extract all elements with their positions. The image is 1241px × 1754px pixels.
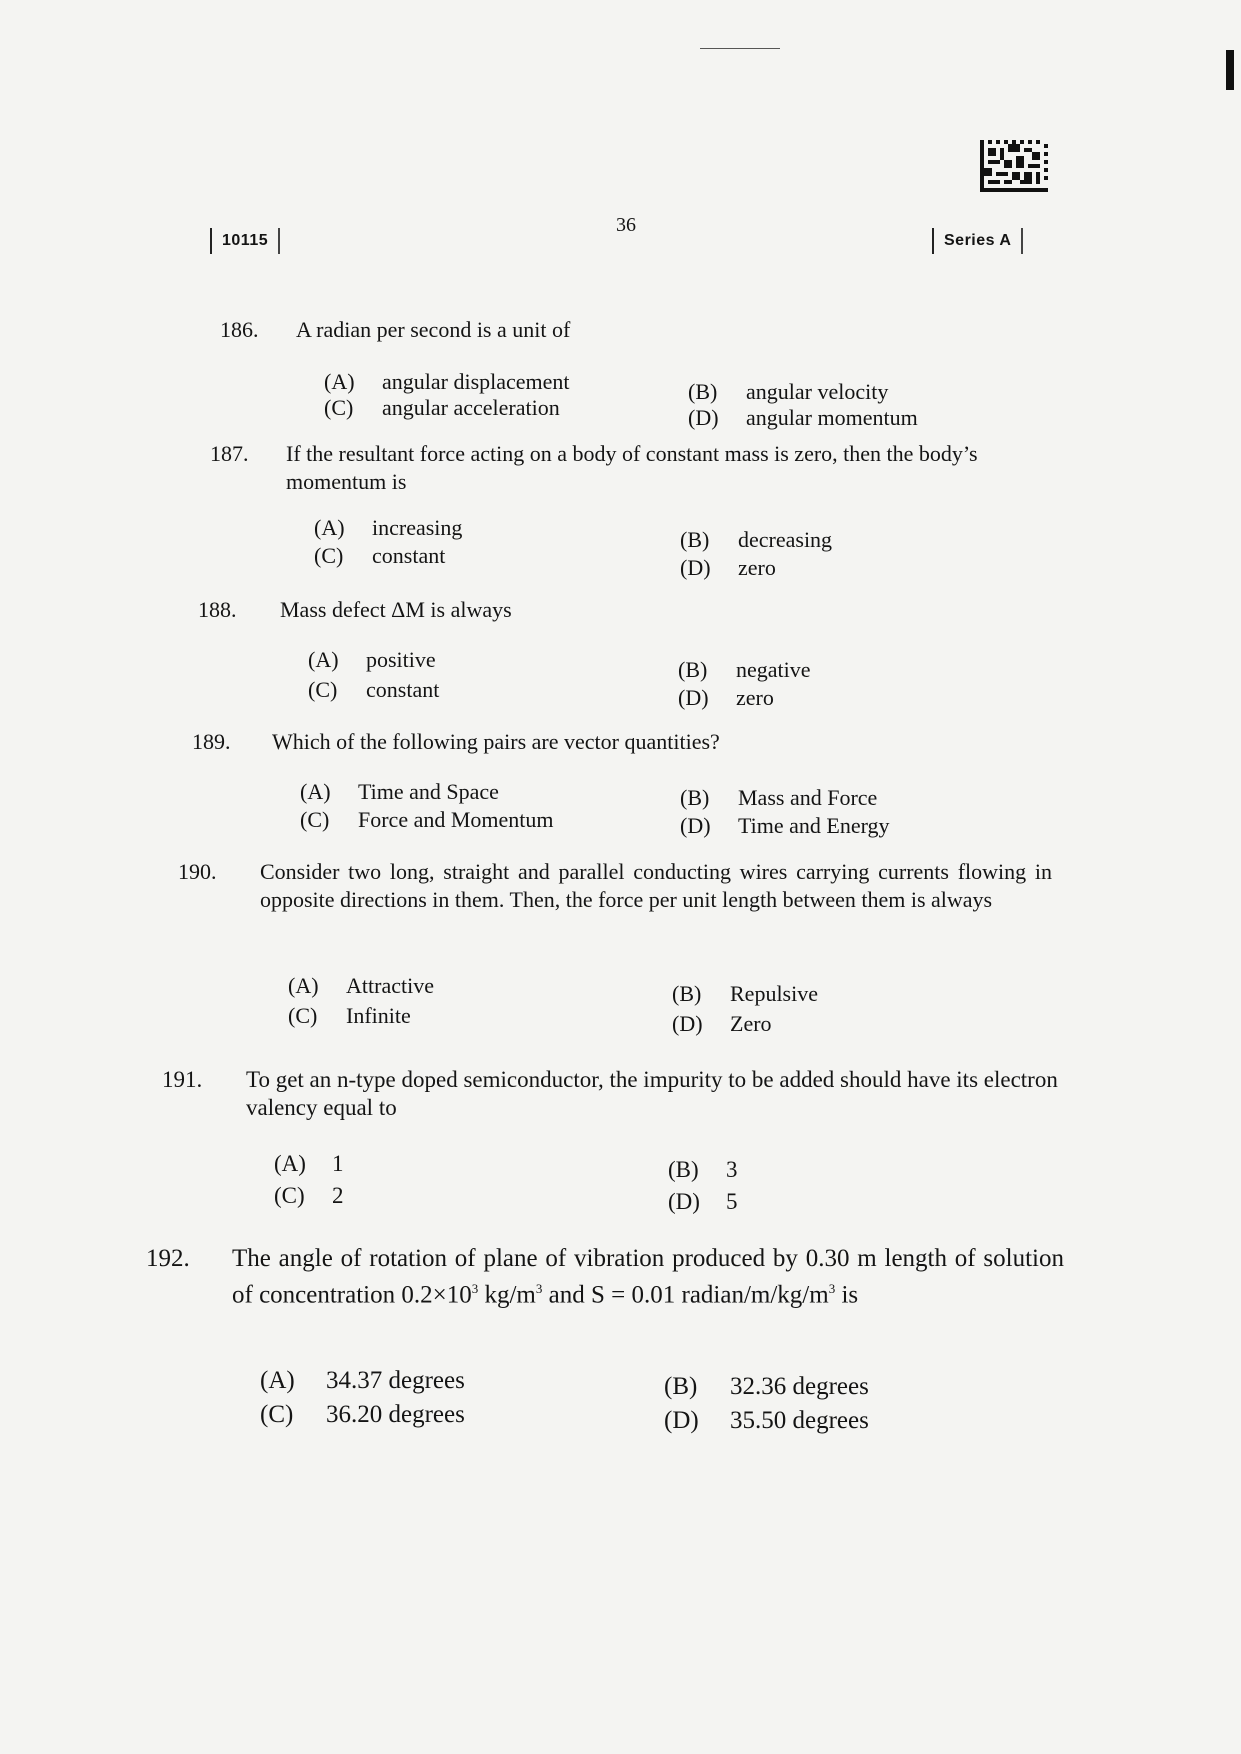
option-label: (B) — [678, 657, 708, 682]
question-number: 191. — [162, 1067, 203, 1092]
option-label: (D) — [680, 813, 711, 838]
option-d — [672, 1010, 772, 1038]
option-text: zero — [736, 685, 774, 710]
option-text: Attractive — [346, 973, 434, 998]
exponent: 3 — [535, 1281, 543, 1296]
option-label: (B) — [680, 527, 710, 552]
option-label: (B) — [688, 379, 718, 404]
question-text — [232, 1244, 1064, 1310]
option-b — [664, 1372, 869, 1402]
option-b — [680, 526, 832, 554]
option-text: Time and Space — [358, 779, 499, 804]
question-text: If the resultant force acting on a body of constant mass is zero, then the body’s momentum is — [286, 441, 978, 494]
paper-code: 10115 — [210, 228, 280, 254]
question-text-part: and S = 0.01 radian/m/kg/m — [542, 1281, 829, 1309]
option-text: 5 — [726, 1189, 738, 1214]
option-text: 34.37 degrees — [326, 1367, 465, 1394]
option-text: angular displacement — [382, 369, 570, 394]
question-text-part: kg/m — [478, 1281, 536, 1309]
option-c — [324, 394, 560, 422]
option-d — [668, 1188, 738, 1216]
question-number: 186. — [220, 317, 259, 342]
exponent: 3 — [471, 1281, 479, 1296]
option-text: 1 — [332, 1151, 344, 1176]
option-label: (C) — [324, 395, 354, 420]
option-text: angular velocity — [746, 379, 889, 404]
option-a — [300, 778, 499, 806]
option-a — [288, 972, 434, 1000]
question-number: 187. — [210, 441, 249, 466]
option-text: 35.50 degrees — [730, 1407, 869, 1434]
option-c — [300, 806, 554, 834]
option-text: increasing — [372, 515, 463, 540]
option-c — [260, 1400, 465, 1430]
option-text: positive — [366, 647, 436, 672]
option-label: (A) — [288, 973, 319, 998]
option-label: (C) — [274, 1183, 305, 1208]
option-c — [274, 1182, 344, 1210]
datamatrix-code — [980, 140, 1048, 192]
option-text: angular acceleration — [382, 395, 560, 420]
option-b — [668, 1156, 738, 1184]
option-label: (B) — [672, 981, 702, 1006]
option-b — [672, 980, 818, 1008]
scan-artifact-line — [700, 48, 780, 49]
option-a — [324, 368, 570, 396]
option-label: (D) — [664, 1407, 699, 1434]
option-label: (A) — [300, 779, 331, 804]
option-d — [664, 1406, 869, 1436]
option-label: (D) — [668, 1189, 700, 1214]
question-text-part: The angle of rotation of plane of vibration produced by 0.30 m length of solution of concentration 0.2×10 — [232, 1245, 1064, 1309]
option-label: (A) — [260, 1367, 295, 1394]
option-text: Mass and Force — [738, 785, 878, 810]
option-label: (B) — [680, 785, 710, 810]
option-b — [678, 656, 811, 684]
option-label: (D) — [680, 555, 711, 580]
option-text: Zero — [730, 1011, 772, 1036]
option-text: Force and Momentum — [358, 807, 554, 832]
option-c — [314, 542, 445, 570]
option-label: (C) — [300, 807, 330, 832]
option-label: (A) — [314, 515, 345, 540]
option-a — [274, 1150, 344, 1178]
question-number: 189. — [192, 729, 231, 754]
option-text: constant — [372, 543, 446, 568]
option-label: (D) — [672, 1011, 703, 1036]
option-text: 32.36 degrees — [730, 1373, 869, 1400]
question-text: Mass defect ΔM is always — [280, 597, 512, 622]
page-number: 36 — [616, 214, 636, 236]
option-label: (C) — [260, 1401, 294, 1428]
exponent: 3 — [828, 1281, 836, 1296]
option-c — [288, 1002, 411, 1030]
option-label: (D) — [688, 405, 719, 430]
option-label: (A) — [324, 369, 355, 394]
option-label: (A) — [308, 647, 339, 672]
option-label: (B) — [668, 1157, 699, 1182]
option-text: negative — [736, 657, 811, 682]
scan-corner-mark — [1226, 50, 1234, 90]
option-b — [680, 784, 877, 812]
option-a — [314, 514, 462, 542]
option-text: decreasing — [738, 527, 833, 552]
option-label: (B) — [664, 1373, 698, 1400]
question-text: Which of the following pairs are vector quantities? — [272, 729, 720, 754]
option-label: (D) — [678, 685, 709, 710]
option-label: (A) — [274, 1151, 306, 1176]
option-text: 3 — [726, 1157, 738, 1182]
datamatrix-graphic — [980, 140, 1048, 192]
option-text: constant — [366, 677, 440, 702]
option-text: angular momentum — [746, 405, 918, 430]
series-label: Series A — [932, 228, 1023, 254]
question-text: To get an n-type doped semiconductor, the impurity to be added should have its electron valency equal to — [246, 1067, 1058, 1120]
question-text-part: is — [835, 1281, 859, 1309]
option-label: (C) — [308, 677, 338, 702]
question-text: A radian per second is a unit of — [296, 317, 571, 342]
option-text: 2 — [332, 1183, 344, 1208]
option-text: 36.20 degrees — [326, 1401, 465, 1428]
question-number: 190. — [178, 859, 217, 884]
option-c — [308, 676, 439, 704]
option-d — [680, 554, 776, 582]
option-b — [688, 378, 888, 406]
question-number: 188. — [198, 597, 237, 622]
option-d — [678, 684, 774, 712]
question-text: Consider two long, straight and parallel conducting wires carrying currents flowing in opposite directions in them. Then, the force per unit length between them is always — [260, 859, 1052, 912]
option-text: zero — [738, 555, 776, 580]
option-d — [688, 404, 918, 432]
option-text: Time and Energy — [738, 813, 890, 838]
question-number: 192. — [146, 1245, 190, 1272]
option-label: (C) — [314, 543, 344, 568]
option-label: (C) — [288, 1003, 318, 1028]
option-d — [680, 812, 890, 840]
option-text: Repulsive — [730, 981, 818, 1006]
option-text: Infinite — [346, 1003, 411, 1028]
option-a — [260, 1366, 465, 1396]
option-a — [308, 646, 436, 674]
